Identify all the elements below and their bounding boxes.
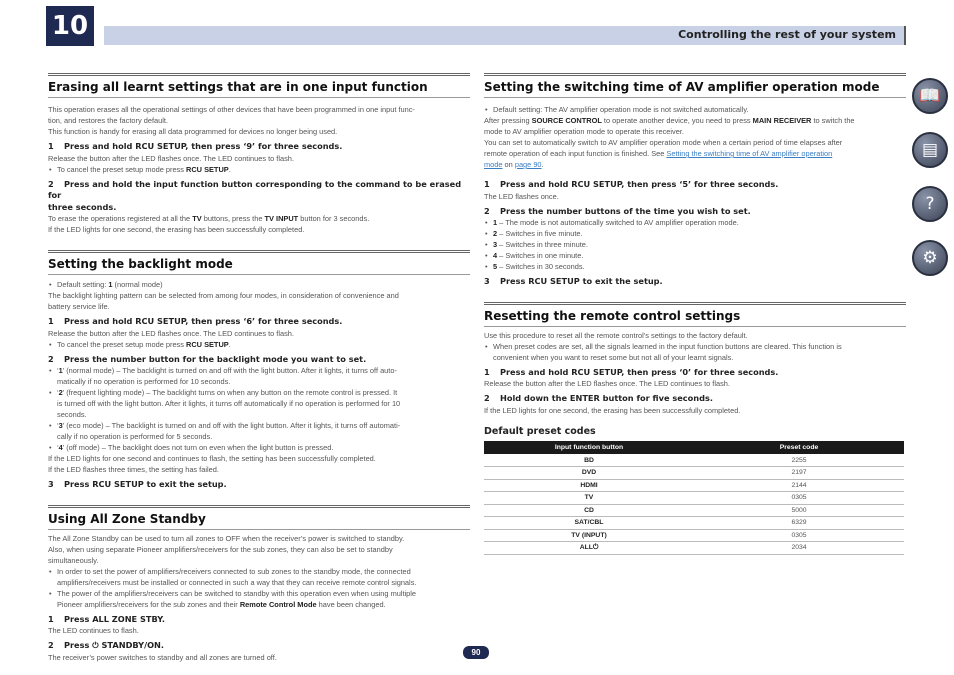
section-title: Erasing all learnt settings that are in one input function xyxy=(48,73,470,98)
section-link[interactable]: mode xyxy=(484,160,503,169)
page-number: 90 xyxy=(463,646,489,659)
text: mode to AV amplifier operation mode to operate this receiver. xyxy=(484,127,684,136)
table-row: CD 5000 xyxy=(484,504,904,517)
table-row: ALL⏻ 2034 xyxy=(484,542,904,555)
text: simultaneously. xyxy=(48,555,99,565)
table-row: TV 0305 xyxy=(484,492,904,505)
text: tion, and restores the factory default. xyxy=(48,116,168,125)
text: battery service life. xyxy=(48,302,110,311)
list-item: • ‘1’ (normal mode) – The backlight is turned on and off with the light button. After it lights, it turns off auto- matically if no operation is performed for 10 seconds. xyxy=(48,365,470,387)
text: This function is handy for erasing all data programmed for devices no longer being used. xyxy=(48,127,338,136)
preset-table xyxy=(484,441,904,555)
list-item: • 4 – Switches in one minute. xyxy=(484,250,906,261)
zone-section xyxy=(48,505,470,663)
list-item: • When preset codes are set, all the signals learned in the input function buttons are cleared. This function is convenient when you want to reset some but not all of your learnt signals. xyxy=(484,341,906,363)
preset-section xyxy=(484,426,906,555)
text: The All Zone Standby can be used to turn all zones to OFF when the receiver’s power is switched to standby. xyxy=(48,533,405,543)
text: If the LED lights for one second and continues to flash, the setting has been successfully completed. xyxy=(48,454,376,463)
text: Use this procedure to reset all the remote control’s settings to the factory default. xyxy=(484,330,748,340)
section-title: Setting the switching time of AV amplifier operation mode xyxy=(484,73,906,98)
step: 1 Press and hold RCU SETUP, then press ‘9’ for three seconds. xyxy=(48,141,343,151)
step: 2 Press and hold the input function button corresponding to the command to be erased for xyxy=(48,178,462,200)
table-title: Default preset codes xyxy=(484,425,596,437)
text: remote operation of each input function is finished. See Setting the switching time of AV amplifier operation xyxy=(484,149,833,158)
column-header: Preset code xyxy=(694,441,904,454)
text: Also, when using separate Pioneer amplifiers/receivers for the sub zones, they can also be set to standby xyxy=(48,544,393,554)
text: The LED continues to flash. xyxy=(48,626,139,635)
text: Release the button after the LED flashes once. The LED continues to flash. xyxy=(48,153,294,163)
step: 1 Press and hold RCU SETUP, then press ‘0’ for three seconds. xyxy=(484,366,779,377)
list-item: • ‘2’ (frequent lighting mode) – The backlight turns on when any button on the remote control is pressed. It is turned off with the light button. After it lights, it turns off automatically if no operation is performed for 10 seconds. xyxy=(48,387,470,420)
step: three seconds. xyxy=(48,201,117,212)
list-item: • 5 – Switches in 30 seconds. xyxy=(484,261,906,272)
text: To erase the operations registered at all the TV buttons, press the TV INPUT button for 3 seconds. xyxy=(48,214,370,223)
header-title: Controlling the rest of your system xyxy=(678,28,896,41)
text: The backlight lighting pattern can be selected from among four modes, in consideration of convenience and xyxy=(48,291,399,300)
text: If the LED lights for one second, the erasing has been successfully completed. xyxy=(484,405,741,415)
section-title: Setting the backlight mode xyxy=(48,250,470,275)
step: 2 Press ⏻ STANDBY/ON. xyxy=(48,640,165,650)
text: Release the button after the LED flashes once. The LED continues to flash. xyxy=(48,328,294,338)
text: This operation erases all the operational settings of other devices that have been programmed in one input func- xyxy=(48,105,415,114)
text: After pressing SOURCE CONTROL to operate another device, you need to press MAIN RECEIVER to switch the xyxy=(484,116,855,125)
step: 1 Press and hold RCU SETUP, then press ‘5’ for three seconds. xyxy=(484,179,779,189)
page-link[interactable]: page 90 xyxy=(514,160,542,169)
text: Release the button after the LED flashes once. The LED continues to flash. xyxy=(484,379,730,388)
step: 1 Press ALL ZONE STBY. xyxy=(48,613,165,624)
help-icon[interactable]: ? xyxy=(912,186,948,222)
list-item: • ‘3’ (eco mode) – The backlight is turned on and off with the light button. After it lights, it turns off automati- cally if no operation is performed for 5 seconds. xyxy=(48,420,470,442)
text: If the LED lights for one second, the erasing has been successfully completed. xyxy=(48,225,305,234)
list-item: • 2 – Switches in five minute. xyxy=(484,228,906,239)
left-column xyxy=(48,73,470,663)
table-row: BD 2255 xyxy=(484,454,904,467)
step: 1 Press and hold RCU SETUP, then press ‘6’ for three seconds. xyxy=(48,316,343,326)
power-icon: ⏻ xyxy=(92,640,99,650)
erase-section xyxy=(48,73,470,235)
tools-icon[interactable]: ⚙ xyxy=(912,240,948,276)
step: 3 Press RCU SETUP to exit the setup. xyxy=(484,276,663,286)
list-item: • ‘4’ (off mode) – The backlight does not turn on even when the light button is pressed. xyxy=(48,442,470,453)
list-item: • In order to set the power of amplifiers/receivers connected to sub zones to the standby mode, the connected amplifiers/receivers must be installed or connected in such a way that they can receive remote control signals. xyxy=(48,566,470,588)
text: You can set to automatically switch to AV amplifier operation mode when a certain period of time elapses after xyxy=(484,138,843,147)
list-item: • Default setting: The AV amplifier operation mode is not switched automatically. xyxy=(484,104,906,115)
list-item: • To cancel the preset setup mode press RCU SETUP. xyxy=(48,339,470,350)
side-navigation xyxy=(912,78,948,294)
list-item: • To cancel the preset setup mode press RCU SETUP. xyxy=(48,164,470,175)
switching-section xyxy=(484,73,906,288)
step: 2 Press the number button for the backlight mode you want to set. xyxy=(48,353,367,364)
reset-section xyxy=(484,302,906,416)
chapter-number: 10 xyxy=(46,6,94,46)
step: 2 Press the number buttons of the time you wish to set. xyxy=(484,205,751,216)
text: mode on page 90. xyxy=(484,160,544,169)
column-header: Input function button xyxy=(484,441,694,454)
text: If the LED flashes three times, the setting has failed. xyxy=(48,465,219,474)
list-item: • The power of the amplifiers/receivers can be switched to standby with this operation even when using multiple Pioneer amplifiers/receivers for the sub zones and their Remote Control Mode have been changed. xyxy=(48,588,470,610)
text: The LED flashes once. xyxy=(484,191,559,201)
text: The receiver’s power switches to standby and all zones are turned off. xyxy=(48,652,277,662)
section-title: Resetting the remote control settings xyxy=(484,302,906,327)
header-bar xyxy=(104,26,906,45)
table-row: TV (INPUT) 0305 xyxy=(484,529,904,542)
table-row: HDMI 2144 xyxy=(484,479,904,492)
receiver-icon[interactable]: ▤ xyxy=(912,132,948,168)
list-item: • 3 – Switches in three minute. xyxy=(484,239,906,250)
section-link[interactable]: Setting the switching time of AV amplifier operation xyxy=(666,149,833,158)
table-row: DVD 2197 xyxy=(484,467,904,480)
list-item: • 1 – The mode is not automatically switched to AV amplifier operation mode. xyxy=(484,217,906,228)
list-item: • Default setting: 1 (normal mode) xyxy=(48,279,470,290)
section-title: Using All Zone Standby xyxy=(48,505,470,530)
table-row: SAT/CBL 6329 xyxy=(484,517,904,530)
backlight-section xyxy=(48,250,470,491)
book-icon[interactable]: 📖 xyxy=(912,78,948,114)
step: 3 Press RCU SETUP to exit the setup. xyxy=(48,479,227,489)
right-column xyxy=(484,73,906,555)
step: 2 Hold down the ENTER button for five seconds. xyxy=(484,393,713,403)
